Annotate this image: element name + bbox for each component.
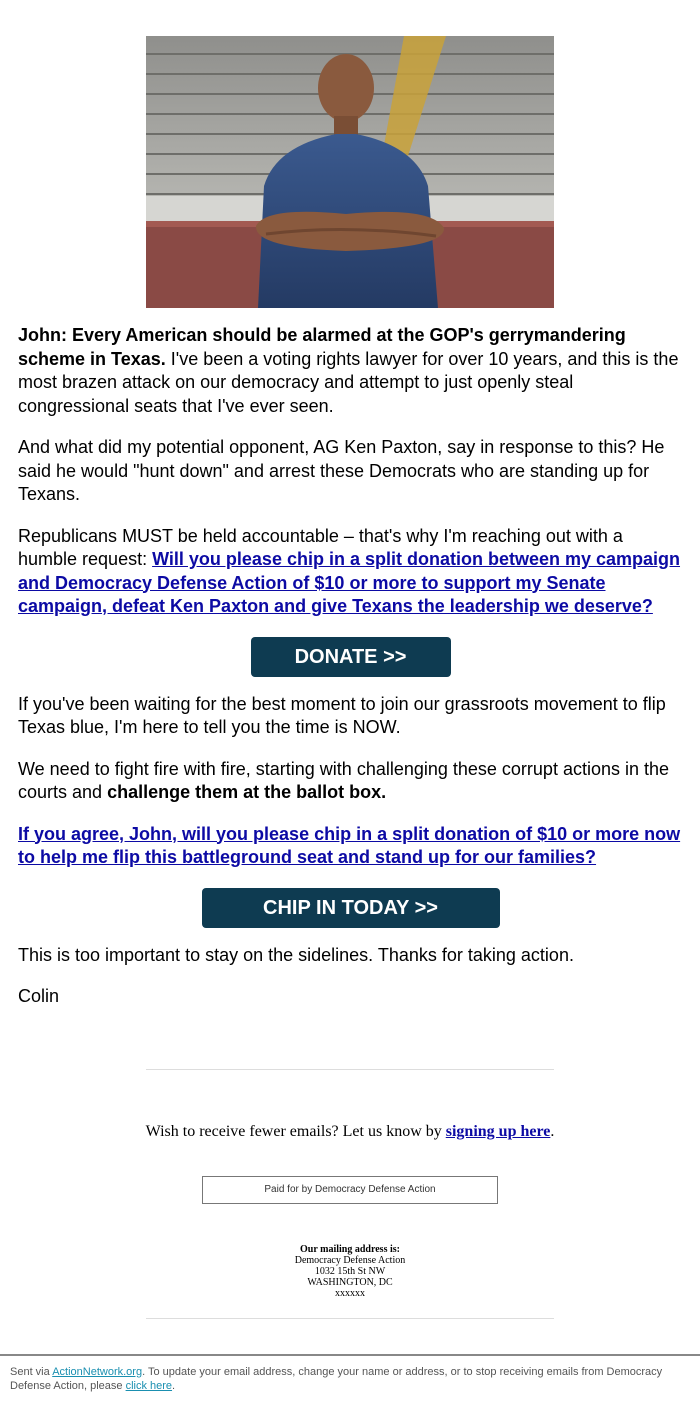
fight-text: We need to fight fire with fire, starting with challenging these corrupt actions in the courts and bbox=[18, 758, 670, 802]
signing-up-link[interactable]: signing up here bbox=[445, 1123, 551, 1140]
paragraph-grassroots: If you've been waiting for the best moment to join our grassroots movement to flip Texas blue, I'm here to tell you the time is NOW. bbox=[18, 693, 666, 737]
paragraph-request bbox=[18, 525, 683, 619]
fewer-emails-end: . bbox=[550, 1123, 555, 1140]
donate-button[interactable]: DONATE >> bbox=[251, 637, 451, 677]
split-donation-link[interactable]: If you agree, John, will you please chip in a split donation of $10 or more now to help me flip this battleground seat and stand up for our families? bbox=[18, 823, 681, 867]
paragraph-paxton: And what did my potential opponent, AG Ken Paxton, say in response to this? He said he would "hunt down" and arrest these Democrats who are standing up for Texans. bbox=[18, 437, 665, 504]
fewer-emails-text: Wish to receive fewer emails? Let us know by bbox=[145, 1123, 446, 1140]
chip-in-button[interactable]: CHIP IN TODAY >> bbox=[202, 888, 500, 928]
paragraph-closing: This is too important to stay on the sidelines. Thanks for taking action. bbox=[18, 944, 574, 965]
divider-bottom bbox=[146, 1318, 554, 1319]
fewer-emails-note bbox=[0, 1123, 700, 1141]
donation-request-link[interactable]: Will you please chip in a split donation between my campaign and Democracy Defense Action of $10 or more to support my Senate campaign, defeat Ken Paxton and give Texans the leadership we deserve? bbox=[18, 549, 681, 616]
paragraph-agree bbox=[18, 823, 683, 870]
signature: Colin bbox=[18, 986, 60, 1006]
chip-button-row bbox=[18, 888, 683, 928]
footer-note bbox=[10, 1365, 680, 1393]
fight-bold-text: challenge them at the ballot box. bbox=[107, 782, 387, 802]
hero-photo-illustration bbox=[146, 36, 554, 308]
paragraph-intro bbox=[18, 324, 683, 418]
request-text: Republicans MUST be held accountable – that's why I'm reaching out with a humble request: bbox=[18, 525, 623, 569]
intro-bold-text: John: Every American should be alarmed at the GOP's gerrymandering scheme in Texas. bbox=[18, 325, 626, 369]
address-street: 1032 15th St NW bbox=[314, 1266, 386, 1277]
donate-button-row bbox=[18, 637, 683, 677]
address-title: Our mailing address is: bbox=[300, 1244, 400, 1255]
footer-prefix: Sent via bbox=[10, 1366, 53, 1378]
paid-for-box: Paid for by Democracy Defense Action bbox=[202, 1176, 498, 1204]
intro-text: I've been a voting rights lawyer for over 10 years, and this is the most brazen attack on our democracy and attempt to just openly steal congressional seats that I've ever seen. bbox=[18, 348, 679, 416]
address-org: Democracy Defense Action bbox=[294, 1255, 406, 1266]
address-zip: xxxxxx bbox=[335, 1288, 365, 1299]
mailing-address bbox=[0, 1244, 700, 1299]
address-city: WASHINGTON, DC bbox=[307, 1277, 393, 1288]
footer-middle: . To update your email address, change your name or address, or to stop receiving emails from Democracy Defense Action, please bbox=[10, 1366, 663, 1392]
email-body bbox=[18, 324, 683, 1027]
divider-top bbox=[146, 1069, 554, 1070]
actionnetwork-link[interactable]: ActionNetwork.org bbox=[52, 1366, 143, 1378]
footer-separator bbox=[0, 1354, 700, 1356]
click-here-link[interactable]: click here bbox=[125, 1380, 173, 1392]
paragraph-fight bbox=[18, 758, 683, 805]
footer-end: . bbox=[172, 1380, 176, 1392]
hero-photo bbox=[146, 36, 554, 308]
